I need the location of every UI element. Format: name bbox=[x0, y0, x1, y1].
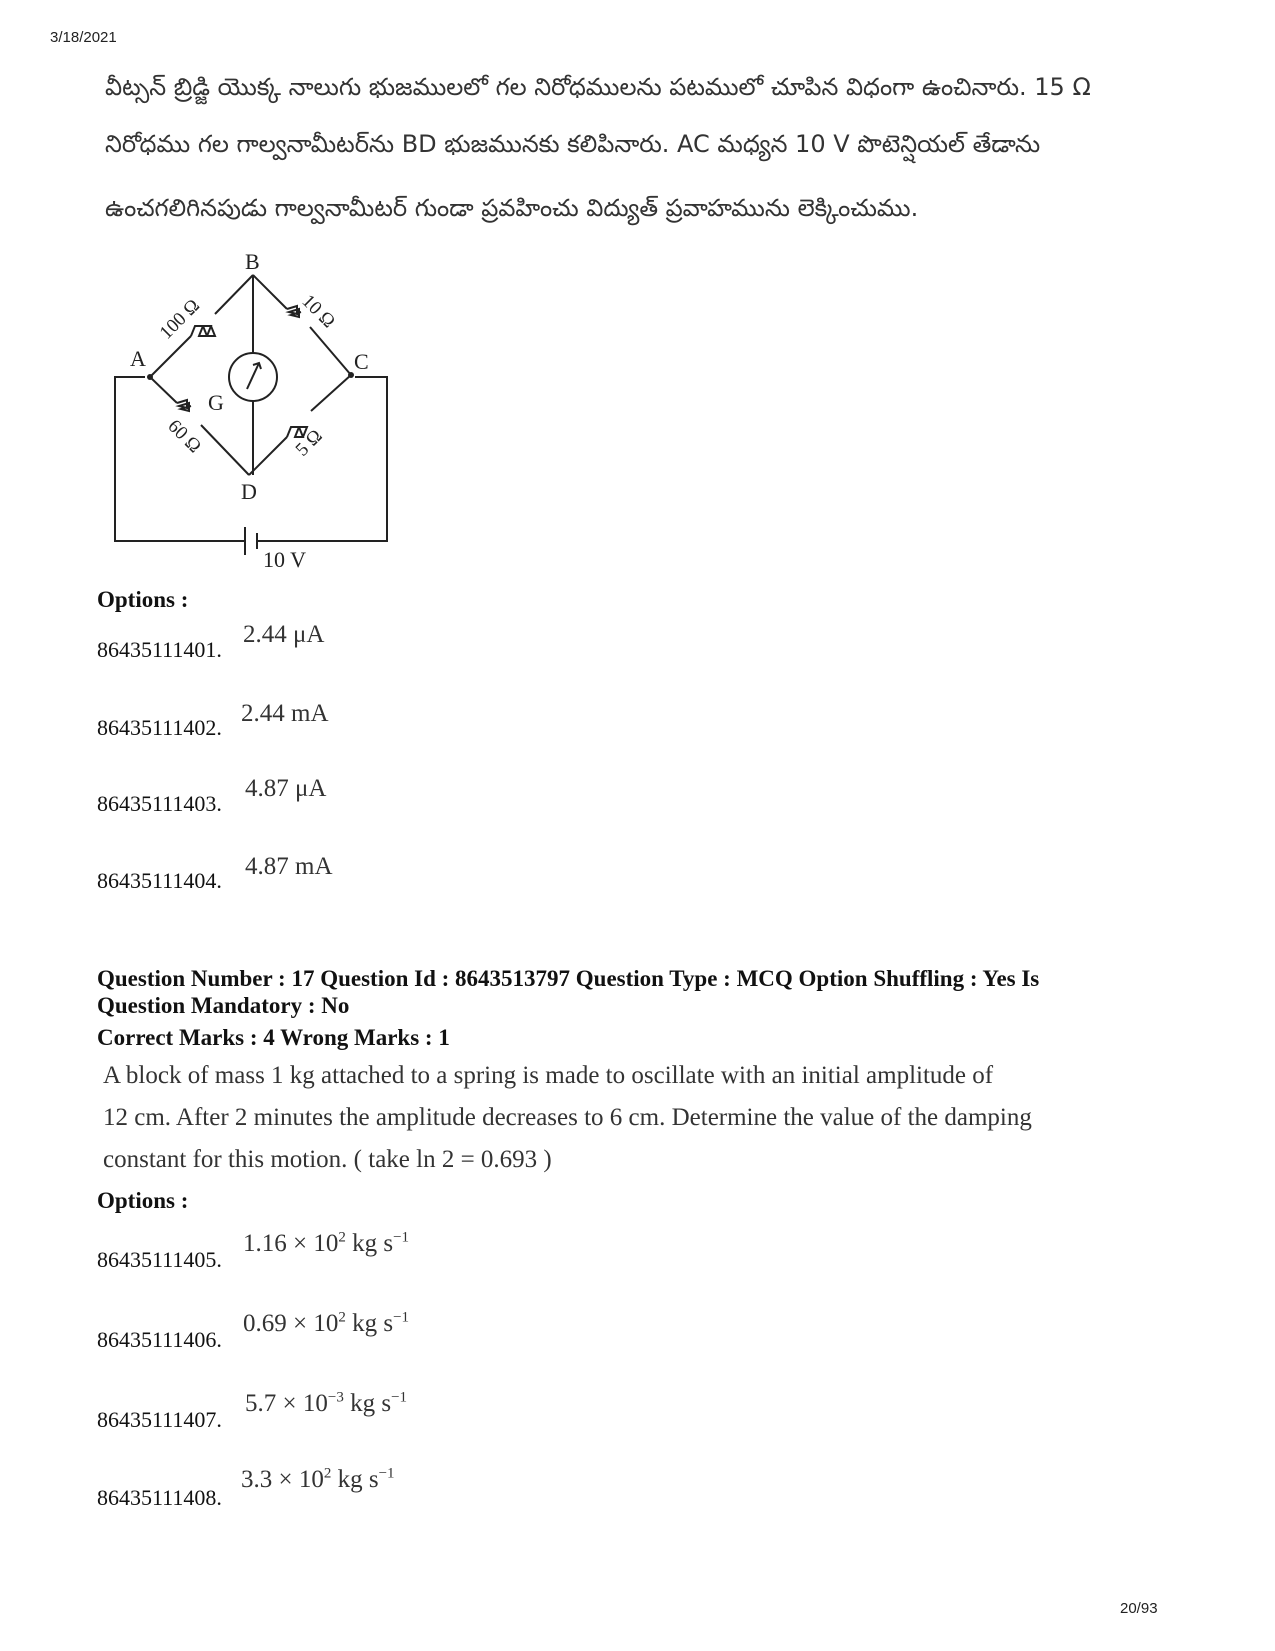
option-unit-exponent: −1 bbox=[378, 1465, 395, 1482]
option-unit: kg s bbox=[337, 1466, 379, 1493]
option-value: 2.44 mA bbox=[241, 700, 329, 727]
option-mantissa: 0.69 × 10 bbox=[243, 1310, 339, 1337]
question-text-line-1: వీట్సన్ బ్రిడ్జి యొక్క నాలుగు భుజములలో గల నిరోధములను పటములో చూపిన విధంగా ఉంచినారు. 15 Ω bbox=[105, 73, 1091, 101]
option-id: 86435111407. bbox=[97, 1407, 222, 1432]
wheatstone-bridge-diagram bbox=[105, 245, 405, 580]
option-unit-exponent: −1 bbox=[393, 1229, 410, 1246]
question-meta-line-2: Question Mandatory : No bbox=[97, 993, 350, 1018]
option-value bbox=[241, 1466, 395, 1494]
print-date: 3/18/2021 bbox=[50, 29, 117, 46]
option-unit-exponent: −1 bbox=[393, 1309, 410, 1326]
resistor-ab-icon bbox=[191, 326, 215, 336]
question-text-line-1: A block of mass 1 kg attached to a spring is made to oscillate with an initial amplitude of bbox=[103, 1062, 994, 1089]
option-mantissa: 5.7 × 10 bbox=[245, 1390, 328, 1417]
galvanometer-label: G bbox=[208, 390, 224, 415]
resistance-ab-label: 100 Ω bbox=[155, 295, 205, 344]
resistor-ad-icon bbox=[177, 400, 191, 411]
option-mantissa: 1.16 × 10 bbox=[243, 1230, 339, 1257]
option-id: 86435111401. bbox=[97, 637, 222, 662]
option-unit: kg s bbox=[350, 1390, 392, 1417]
question-meta-line-1: Question Number : 17 Question Id : 8643513797 Question Type : MCQ Option Shuffling : Yes Is bbox=[97, 966, 1040, 991]
question-text-line-3: ఉంచగలిగినపుడు గాల్వనామీటర్ గుండా ప్రవహించు విద్యుత్ ప్రవాహమును లెక్కించుము. bbox=[105, 194, 919, 222]
option-mantissa: 3.3 × 10 bbox=[241, 1466, 324, 1493]
options-heading: Options : bbox=[97, 587, 189, 612]
option-unit-exponent: −1 bbox=[391, 1389, 408, 1406]
option-id: 86435111405. bbox=[97, 1247, 222, 1272]
option-exponent: 2 bbox=[323, 1465, 332, 1482]
option-id: 86435111404. bbox=[97, 868, 222, 893]
node-c-label: C bbox=[354, 349, 369, 374]
option-id: 86435111403. bbox=[97, 791, 222, 816]
option-id: 86435111406. bbox=[97, 1327, 222, 1352]
resistance-bc-label: 10 Ω bbox=[297, 290, 340, 333]
battery-voltage-label: 10 V bbox=[263, 547, 306, 572]
arm-ad bbox=[150, 377, 177, 403]
resistor-bc-icon bbox=[287, 306, 301, 317]
resistance-ad-label: 60 Ω bbox=[163, 415, 206, 458]
node-d-label: D bbox=[241, 479, 257, 504]
option-value bbox=[245, 1390, 407, 1418]
option-value: 2.44 μA bbox=[243, 621, 325, 648]
option-value: 4.87 μA bbox=[245, 775, 327, 802]
option-unit: kg s bbox=[352, 1230, 394, 1257]
node-a-label: A bbox=[130, 346, 146, 371]
option-exponent: −3 bbox=[327, 1389, 344, 1406]
resistance-dc-label: 5 Ω bbox=[291, 425, 327, 461]
arm-bc bbox=[253, 275, 287, 309]
question-text-line-3: constant for this motion. ( take ln 2 = 0.693 ) bbox=[103, 1146, 552, 1173]
option-unit: kg s bbox=[352, 1310, 394, 1337]
arm-dc bbox=[249, 437, 287, 475]
option-exponent: 2 bbox=[338, 1229, 346, 1246]
option-exponent: 2 bbox=[338, 1309, 346, 1326]
question-marks: Correct Marks : 4 Wrong Marks : 1 bbox=[97, 1025, 450, 1050]
question-text-line-2: నిరోధము గల గాల్వనామీటర్‌ను BD భుజమునకు కలిపినారు. AC మధ్యన 10 V పొటెన్షియల్ తేడాను bbox=[105, 130, 1041, 158]
options-heading: Options : bbox=[97, 1188, 189, 1213]
node-b-label: B bbox=[245, 249, 260, 274]
option-value bbox=[243, 1310, 409, 1338]
option-value bbox=[243, 1230, 409, 1258]
option-id: 86435111408. bbox=[97, 1485, 222, 1510]
option-id: 86435111402. bbox=[97, 715, 222, 740]
option-value: 4.87 mA bbox=[245, 853, 333, 880]
page-number: 20/93 bbox=[1120, 1600, 1158, 1617]
question-text-line-2: 12 cm. After 2 minutes the amplitude decreases to 6 cm. Determine the value of the damping bbox=[103, 1104, 1032, 1131]
